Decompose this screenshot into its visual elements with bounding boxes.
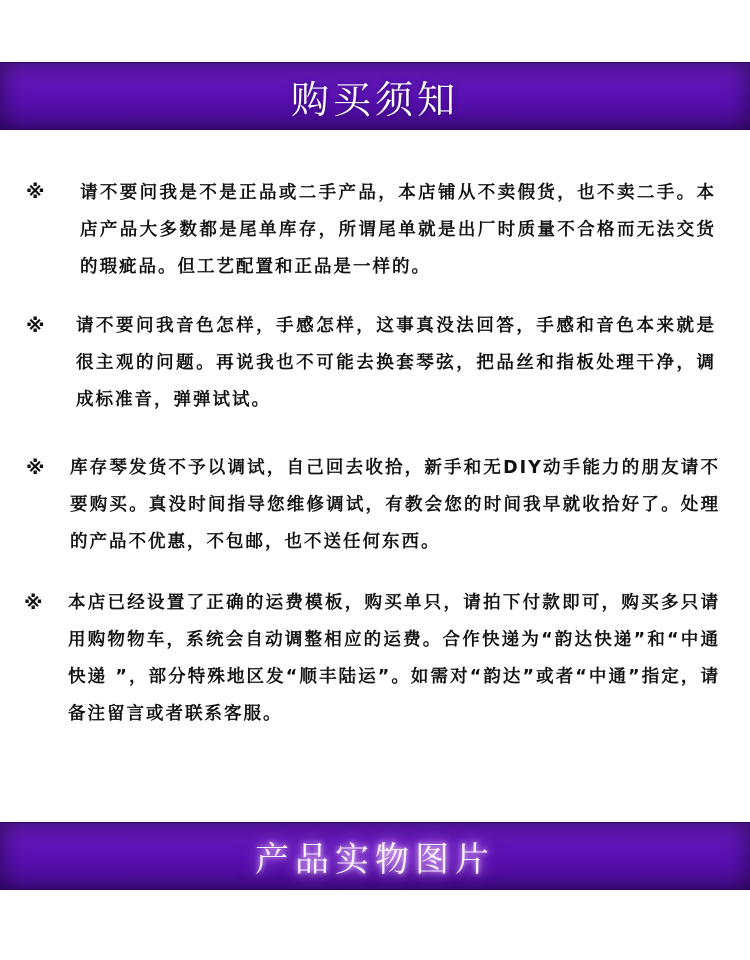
notice-text: 本店已经设置了正确的运费模板，购买单只，请拍下付款即可，购买多只请用购物物车，系统会自动调整相应的运费。合作快递为“韵达快递”和“中通快递 ”，部分特殊地区发“顺丰陆运”。如需对“韵达”或者“中通”指定，请备注留言或者联系客服。	[68, 593, 720, 724]
reference-mark-icon: ※	[26, 457, 45, 479]
product-photos-banner	[0, 822, 750, 890]
purchase-notice-banner	[0, 62, 750, 130]
purchase-notice-title: 购买须知	[290, 77, 459, 122]
notice-text: 库存琴发货不予以调试，自己回去收拾，新手和无DIY动手能力的朋友请不要购买。真没时间指导您维修调试，有教会您的时间我早就收拾好了。处理的产品不优惠，不包邮，也不送任何东西。	[70, 458, 720, 552]
notice-text: 请不要问我音色怎样，手感怎样，这事真没法回答，手感和音色本来就是很主观的问题。再说我也不可能去换套琴弦，把品丝和指板处理干净，调成标准音，弹弹试试。	[76, 316, 716, 410]
reference-mark-icon: ※	[24, 592, 43, 614]
reference-mark-icon: ※	[26, 181, 45, 203]
product-photos-title: 产品实物图片	[255, 839, 495, 880]
notice-text: 请不要问我是不是正品或二手产品，本店铺从不卖假货，也不卖二手。本店产品大多数都是尾单库存，所谓尾单就是出厂时质量不合格而无法交货的瑕疵品。但工艺配置和正品是一样的。	[80, 183, 716, 277]
reference-mark-icon: ※	[26, 315, 45, 337]
